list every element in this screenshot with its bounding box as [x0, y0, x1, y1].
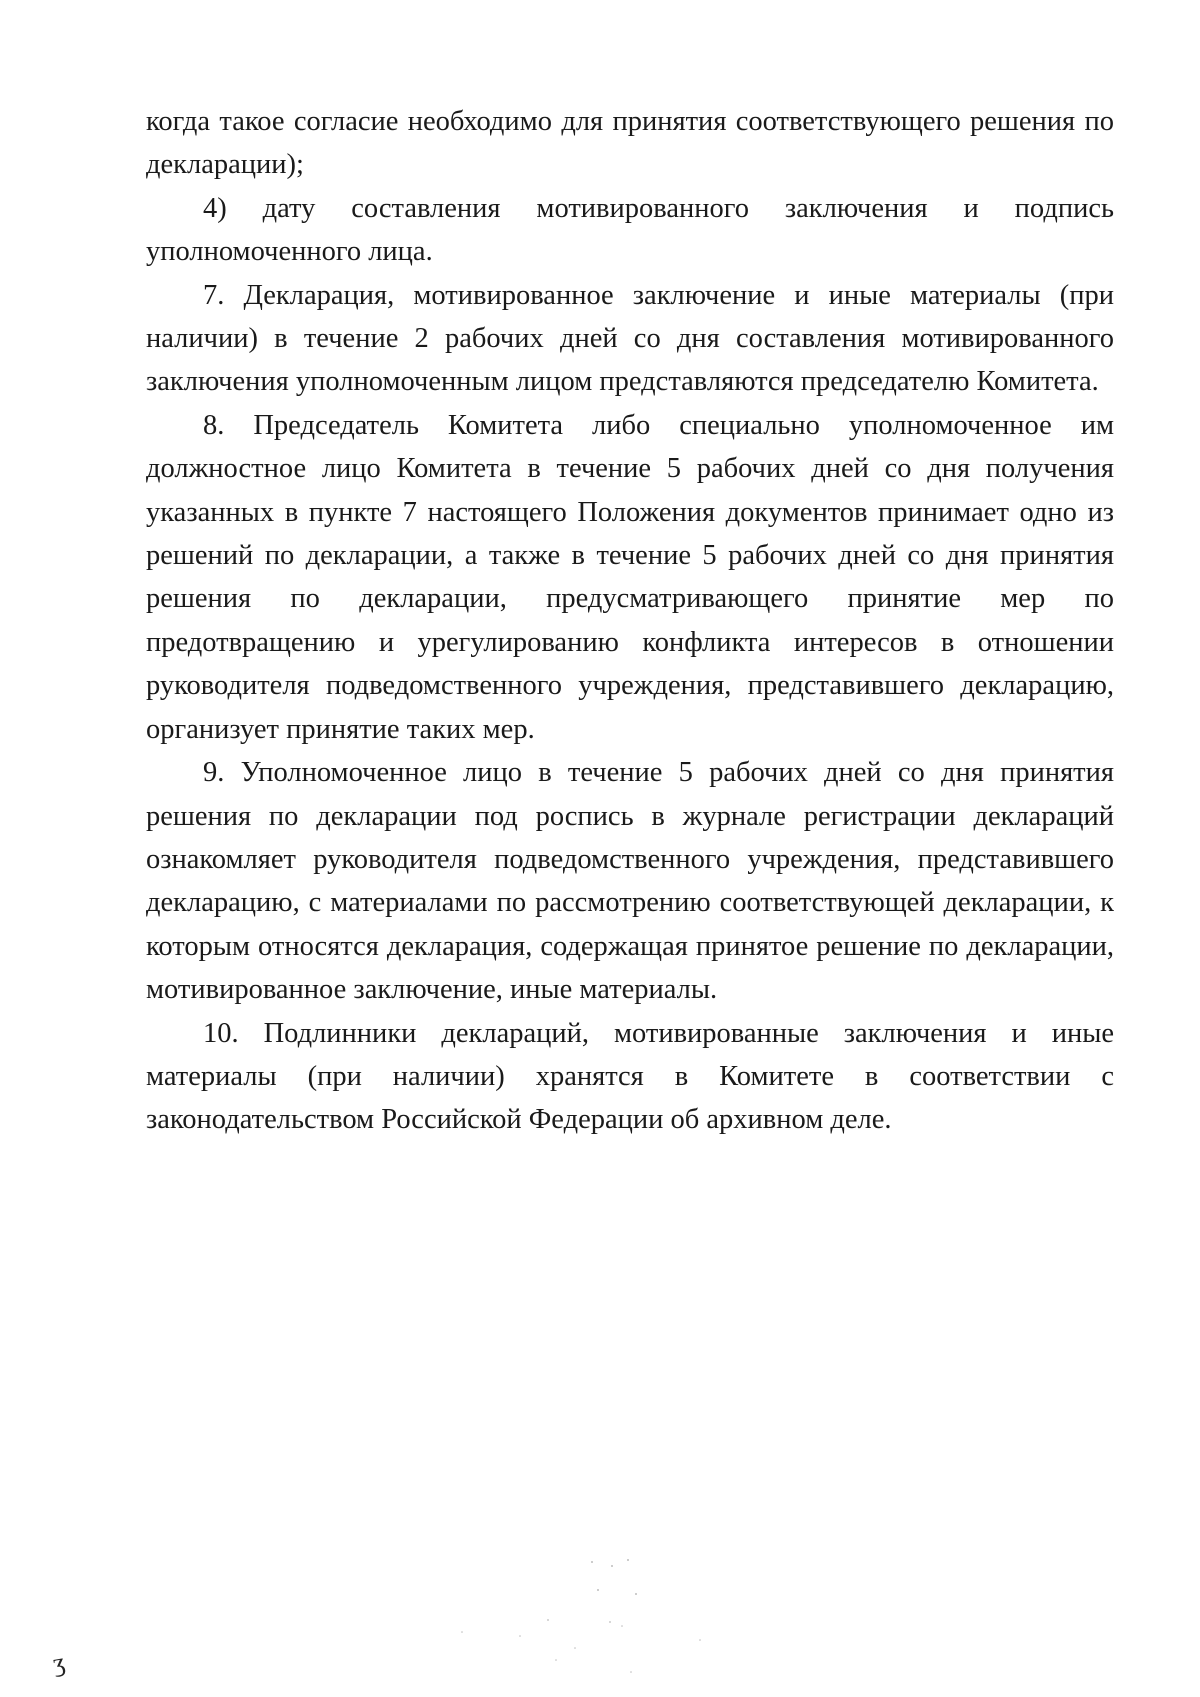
paragraph-clause-10: 10. Подлинники деклараций, мотивированные заключения и иные материалы (при наличии) хранятся в Комитете в соответствии с законодательством Российской Федерации об архивном деле. [146, 1017, 1114, 1136]
paragraph-clause-8: 8. Председатель Комитета либо специально уполномоченное им должностное лицо Комитета в течение 5 рабочих дней со дня получения указанных в пункте 7 настоящего Положения документов принимает одно из решений по декларации, а также в течение 5 рабочих дней со дня принятия решения по декларации, предусматривающего принятие мер по предотвращению и урегулированию конфликта интересов в отношении руководителя подведомственного учреждения, представившего декларацию, организует принятие таких мер. [146, 409, 1114, 745]
corner-mark: ʒ [50, 1647, 67, 1678]
paragraph-clause-7: 7. Декларация, мотивированное заключение и иные материалы (при наличии) в течение 2 рабочих дней со дня составления мотивированного заключения уполномоченным лицом представляются председателю Комитета. [146, 279, 1114, 398]
paragraph-item-4: 4) дату составления мотивированного заключения и подпись уполномоченного лица. [146, 192, 1114, 268]
paragraph-clause-9: 9. Уполномоченное лицо в течение 5 рабочих дней со дня принятия решения по декларации под роспись в журнале регистрации деклараций ознакомляет руководителя подведомственного учреждения, представившего декларацию, с материалами по рассмотрению соответствующей декларации, к которым относятся декларация, содержащая принятое решение по декларации, мотивированное заключение, иные материалы. [146, 757, 1114, 1006]
paragraph-continuation: когда такое согласие необходимо для принятия соответствующего решения по декларации); [146, 106, 1114, 181]
